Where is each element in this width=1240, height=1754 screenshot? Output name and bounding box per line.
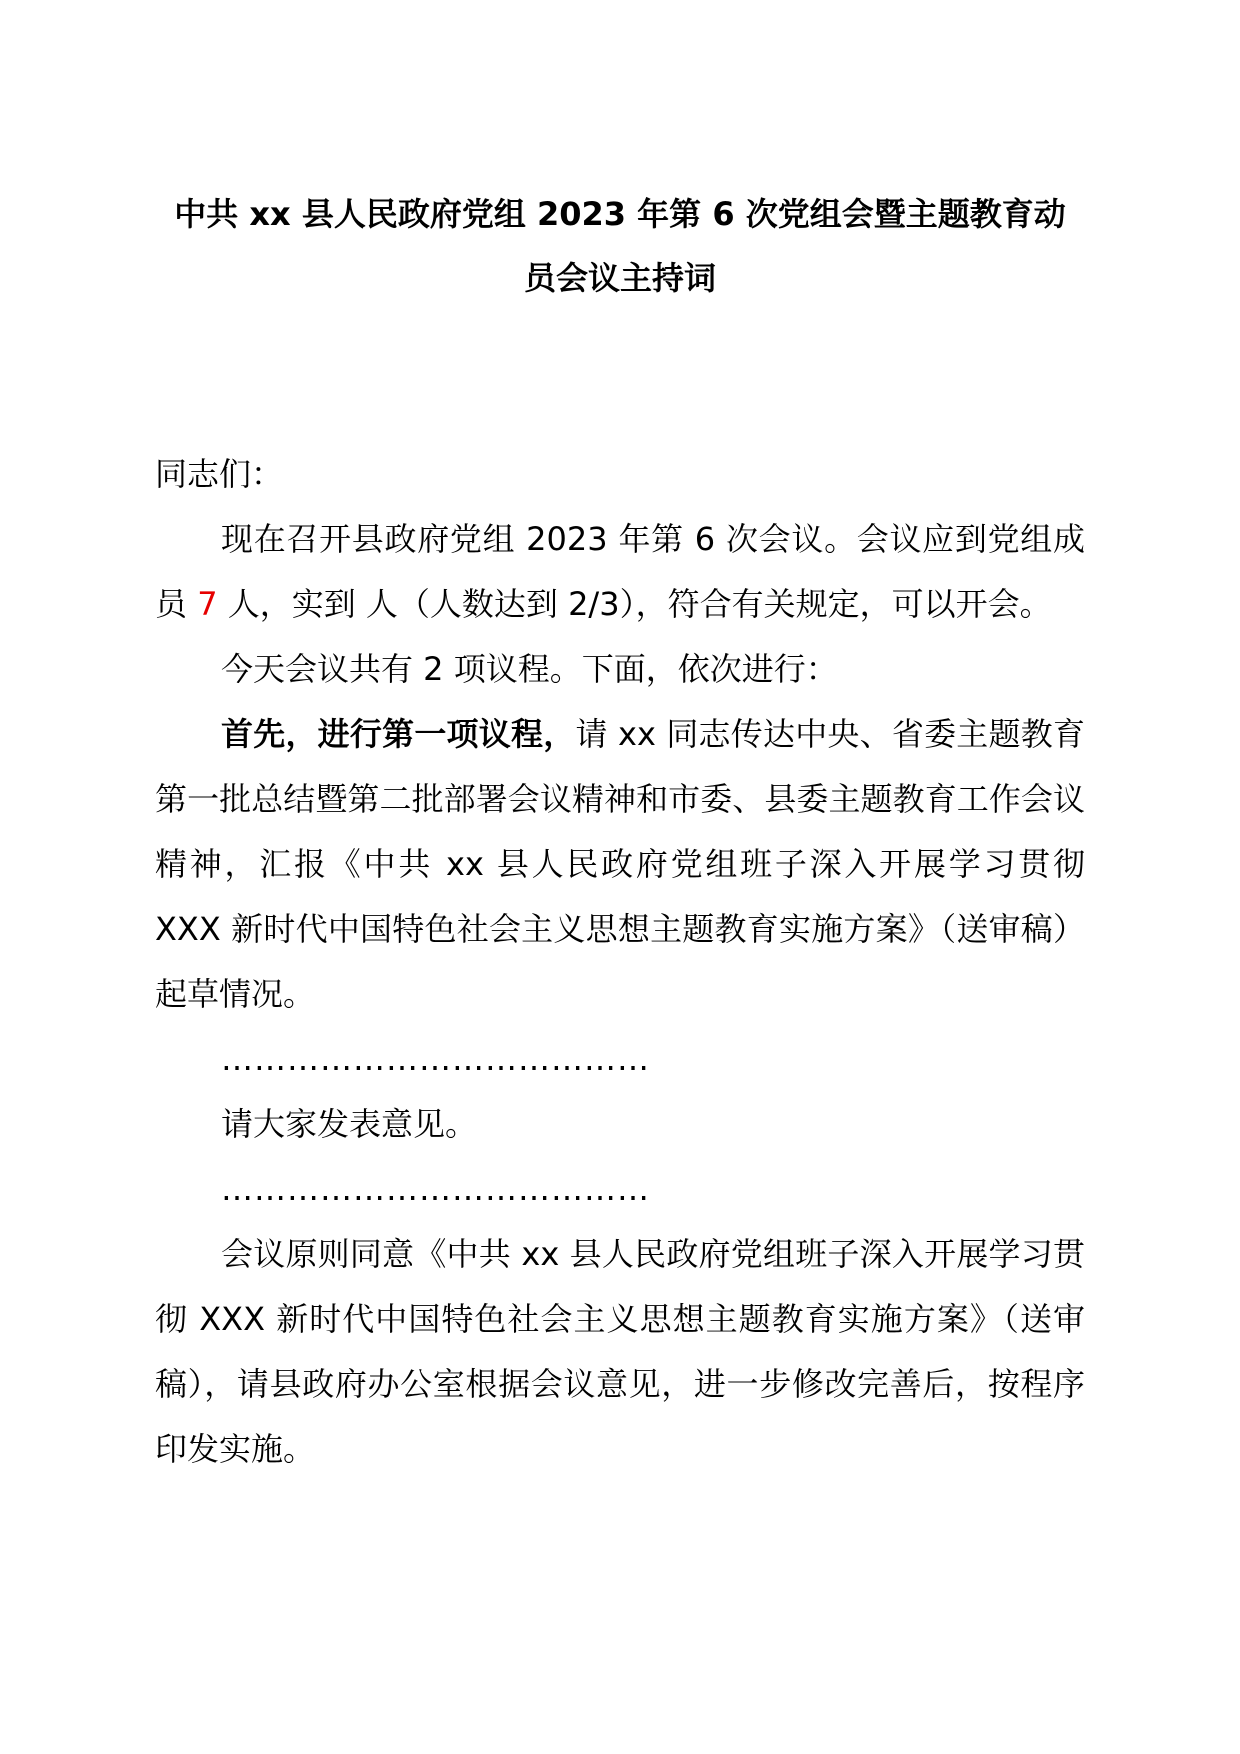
ellipsis-line-1: ………………………………… [221,1040,650,1078]
title-line-1: 中共 xx 县人民政府党组 2023 年第 6 次党组会暨主题教育动 [174,195,1066,233]
paragraph-agenda: 今天会议共有 2 项议程。下面，依次进行： [221,650,838,688]
title-line-2: 员会议主持词 [523,259,716,297]
paragraph-opinions: 请大家发表意见。 [221,1105,478,1143]
opening-text-after: 人，实到 人（人数达到 2/3），符合有关规定，可以开会。 [217,585,1052,623]
ellipsis-line-2: ………………………………… [221,1170,650,1208]
opening-text-before: 现在召开县政府党组 2023 年第 6 次会议。会议应到党组成员 [155,520,1085,623]
member-count: 7 [197,585,218,623]
paragraph-opening [155,507,1085,637]
first-item-text: 请 xx 同志传达中央、省委主题教育第一批总结暨第二批部署会议精神和市委、县委主题教育工作会议精神，汇报《中共 xx 县人民政府党组班子深入开展学习贯彻 XXX 新时代中国特色社会主义思想主题教育实施方案》（送审稿）起草情况。 [155,715,1085,1013]
first-item-lead: 首先，进行第一项议程， [221,715,576,753]
document-title [150,182,1090,310]
paragraph-first-item [155,702,1085,1027]
salutation: 同志们： [155,455,284,493]
paragraph-conclusion: 会议原则同意《中共 xx 县人民政府党组班子深入开展学习贯彻 XXX 新时代中国特色社会主义思想主题教育实施方案》（送审稿），请县政府办公室根据会议意见，进一步修改完善后，按程序印发实施。 [155,1235,1085,1468]
document-body [155,442,1085,1482]
